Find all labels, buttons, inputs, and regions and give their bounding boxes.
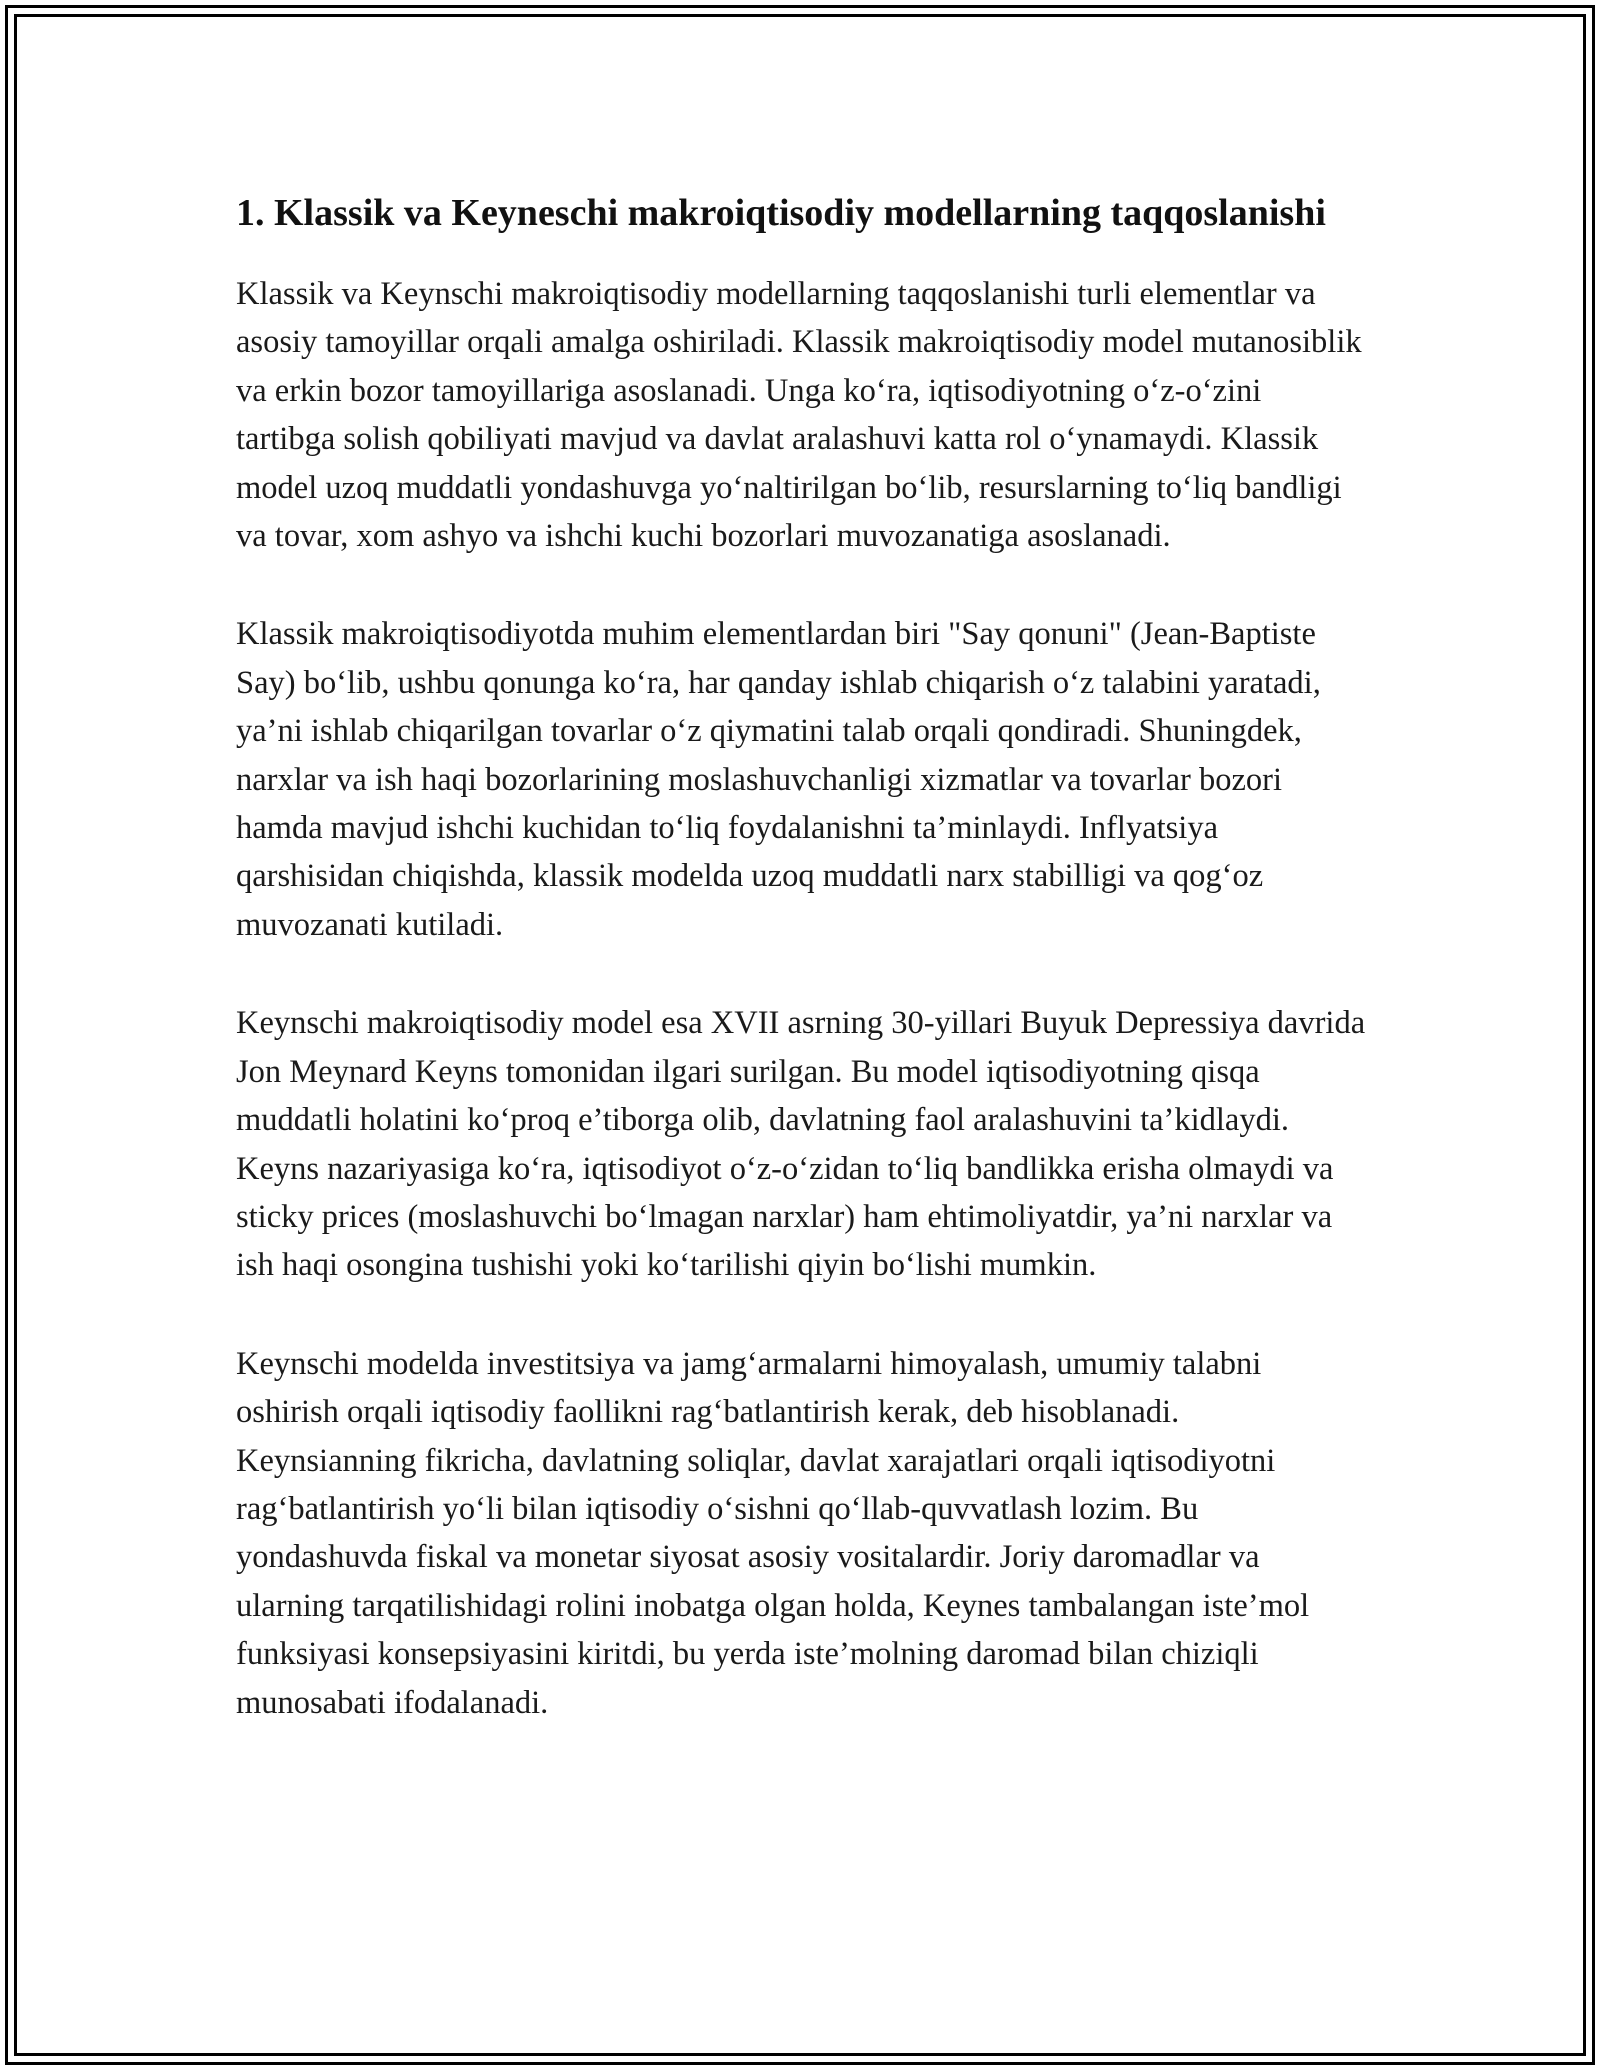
- paragraph-3: Keynschi makroiqtisodiy model esa XVII asrning 30-yillari Buyuk Depressiya davrida Jon Meynard Keyns tomonidan ilgari surilgan. Bu model iqtisodiyotning qisqa muddatli holatini ko‘proq e’tiborga olib, davlatning faol aralashuvini ta’kidlaydi. Keyns nazariyasiga ko‘ra, iqtisodiyot o‘z-o‘zidan to‘liq bandlikka erisha olmaydi va sticky prices (moslashuvchi bo‘lmagan narxlar) ham ehtimoliyatdir, ya’ni narxlar va ish haqi osongina tushishi yoki ko‘tarilishi qiyin bo‘lishi mumkin.: [236, 1005, 1366, 1284]
- paragraph-4: Keynschi modelda investitsiya va jamg‘armalarni himoyalash, umumiy talabni oshirish orqali iqtisodiy faollikni rag‘batlantirish kerak, deb hisoblanadi. Keynsianning fikricha, davlatning soliqlar, davlat xarajatlari orqali iqtisodiyotni rag‘batlantirish yo‘li bilan iqtisodiy o‘sishni qo‘llab-quvvatlash lozim. Bu yondashuvda fiskal va monetar siyosat asosiy vositalardir. Joriy daromadlar va ularning tarqatilishidagi rolini inobatga olgan holda, Keynes tambalangan iste’mol funksiyasi konsepsiyasini kiritdi, bu yerda iste’molning daromad bilan chiziqli munosabati ifodalanadi.: [236, 1345, 1310, 1721]
- paragraph-1: Klassik va Keynschi makroiqtisodiy modellarning taqqoslanishi turli elementlar va asosiy tamoyillar orqali amalga oshiriladi. Klassik makroiqtisodiy model mutanosiblik va erkin bozor tamoyillariga asoslanadi. Unga ko‘ra, iqtisodiyotning o‘z-o‘zini tartibga solish qobiliyati mavjud va davlat aralashuvi katta rol o‘ynamaydi. Klassik model uzoq muddatli yondashuvga yo‘naltirilgan bo‘lib, resurslarning to‘liq bandligi va tovar, xom ashyo va ishchi kuchi bozorlari muvozanatiga asoslanadi.: [236, 276, 1362, 555]
- document-body: [236, 185, 1366, 1777]
- section-heading: 1. Klassik va Keyneschi makroiqtisodiy modellarning taqqoslanishi: [236, 192, 1326, 234]
- paragraph-2: Klassik makroiqtisodiyotda muhim elementlardan biri "Say qonuni" (Jean-Baptiste Say) bo‘lib, ushbu qonunga ko‘ra, har qanday ishlab chiqarish o‘z talabini yaratadi, ya’ni ishlab chiqarilgan tovarlar o‘z qiymatini talab orqali qondiradi. Shuningdek, narxlar va ish haqi bozorlarining moslashuvchanligi xizmatlar va tovarlar bozori hamda mavjud ishchi kuchidan to‘liq foydalanishni ta’minlaydi. Inflyatsiya qarshisidan chiqishda, klassik modelda uzoq muddatli narx stabilligi va qog‘oz muvozanati kutiladi.: [236, 616, 1321, 943]
